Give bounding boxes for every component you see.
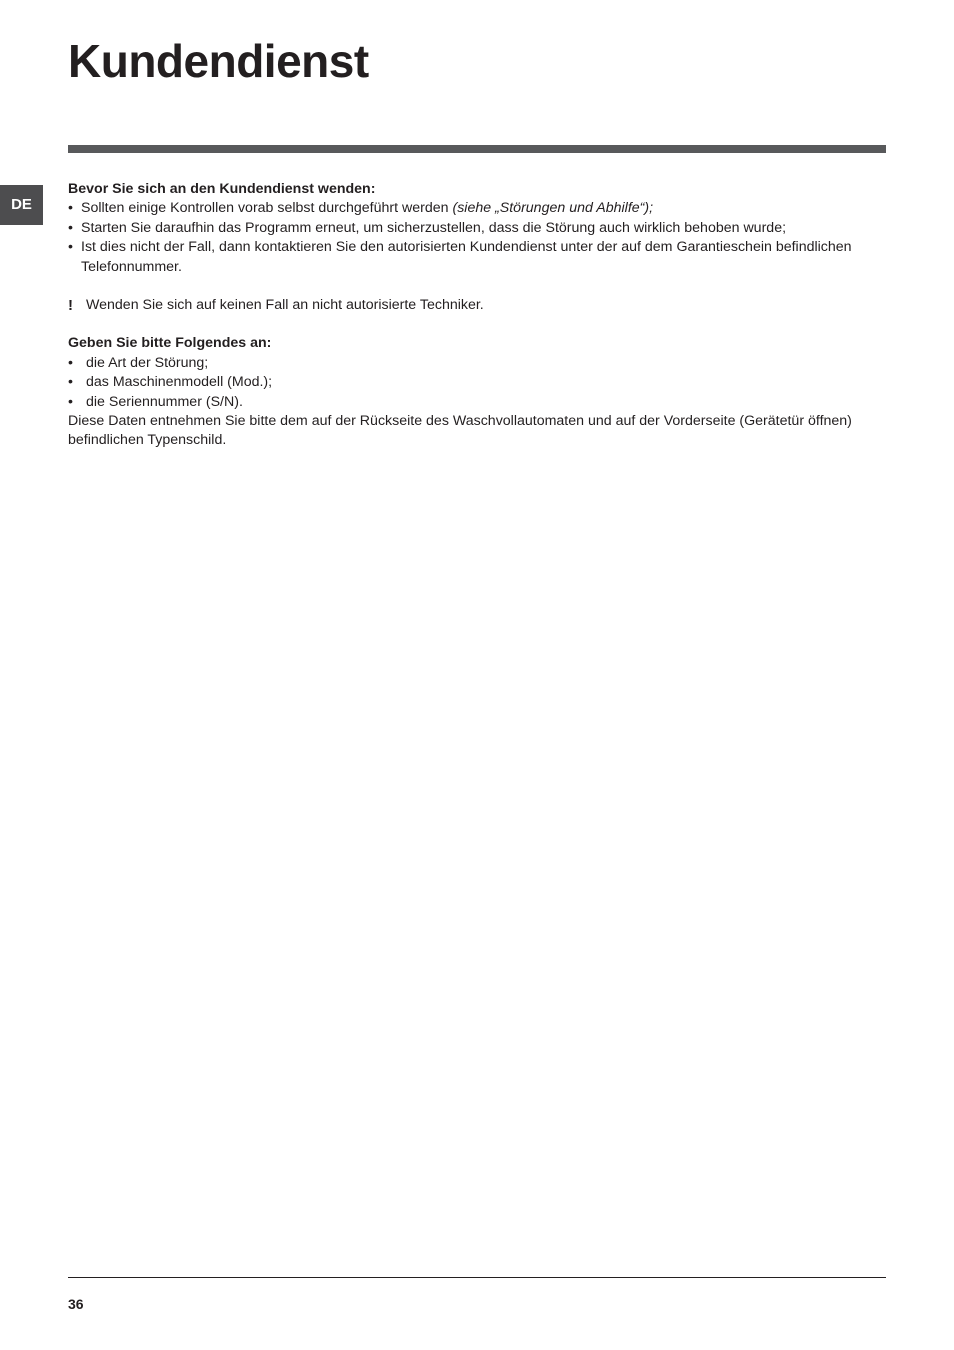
list-item-reference: (siehe „Störungen und Abhilfe“); <box>452 200 654 217</box>
main-content <box>68 180 886 451</box>
checklist-before-contact <box>68 199 886 277</box>
bullet-icon: • <box>68 354 73 371</box>
list-item <box>68 219 886 238</box>
footer-rule <box>68 1277 886 1278</box>
page-number: 36 <box>68 1296 84 1312</box>
list-item-text: Starten Sie daraufhin das Programm erneut, um sicherzustellen, dass die Störung auch wirklich behoben wurde; <box>81 219 787 236</box>
rating-plate-paragraph: Diese Daten entnehmen Sie bitte dem auf der Rückseite des Waschvollautomaten und auf der Vorderseite (Gerätetür öffnen) befindlichen Typenschild. <box>68 413 852 449</box>
warning-text: Wenden Sie sich auf keinen Fall an nicht autorisierte Techniker. <box>86 297 484 314</box>
warning-note <box>68 296 886 315</box>
section-heading-provide-info: Geben Sie bitte Folgendes an: <box>68 335 272 352</box>
required-info-list <box>68 354 886 412</box>
list-item <box>68 354 886 373</box>
bullet-icon: • <box>68 393 73 410</box>
list-item <box>68 238 886 277</box>
exclamation-icon: ! <box>68 297 73 315</box>
list-item-text: Sollten einige Kontrollen vorab selbst durchgeführt werden <box>81 200 453 217</box>
bullet-icon: • <box>68 200 73 217</box>
list-item <box>68 373 886 392</box>
section-heading-before-contact: Bevor Sie sich an den Kundendienst wenden: <box>68 181 376 197</box>
bullet-icon: • <box>68 374 73 391</box>
list-item <box>68 199 886 218</box>
header-rule <box>68 145 886 153</box>
bullet-icon: • <box>68 219 73 236</box>
bullet-icon: • <box>68 239 73 256</box>
list-item-text: das Maschinenmodell (Mod.); <box>86 374 273 391</box>
list-item-text: Ist dies nicht der Fall, dann kontaktieren Sie den autorisierten Kundendienst unter der auf dem Garantieschein befindlichen Telefonnummer. <box>81 239 852 275</box>
list-item-text: die Seriennummer (S/N). <box>86 393 243 410</box>
list-item-text: die Art der Störung; <box>86 354 209 371</box>
page-title: Kundendienst <box>68 35 369 87</box>
language-tab: DE <box>0 185 43 225</box>
list-item <box>68 393 886 412</box>
